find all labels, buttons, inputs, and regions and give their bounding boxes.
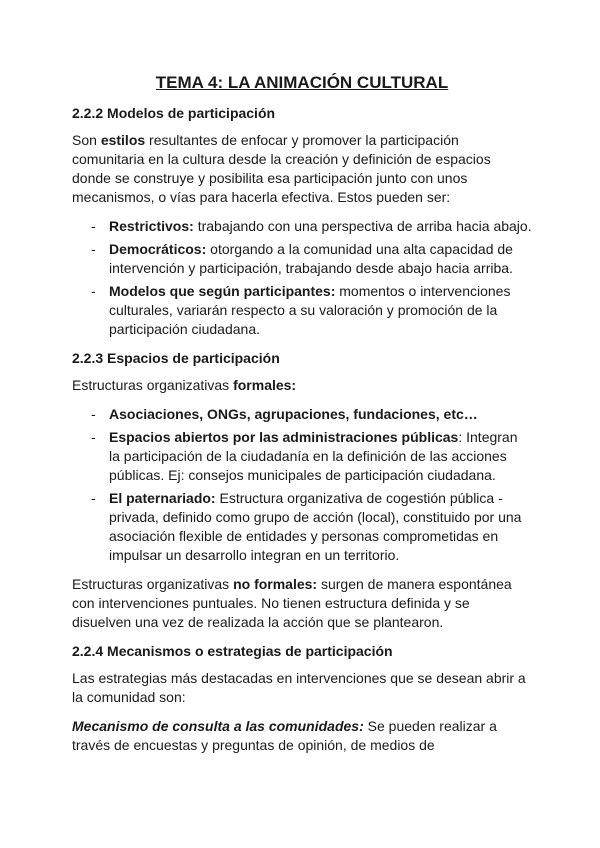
list-modelos bbox=[72, 217, 532, 339]
paragraph-formales bbox=[72, 376, 532, 395]
bullet-dash: - bbox=[91, 406, 96, 422]
bold-italic-text: Mecanismo de consulta a las comunidades: bbox=[72, 718, 364, 734]
bold-text: El paternariado: bbox=[109, 490, 216, 506]
bullet-dash: - bbox=[91, 241, 96, 257]
text-run: otorgando a la comunidad una alta capacidad de intervención y participación, trabajando desde abajo hacia arriba. bbox=[109, 241, 513, 276]
text-run: Son bbox=[72, 132, 101, 148]
text-run: resultantes de enfocar y promover la participación comunitaria en la cultura desde la creación y definición de espacios donde se construye y posibilita esa participación junto con unos mecanismos, o vías para hacerla efectiva. Estos pueden ser: bbox=[72, 132, 491, 205]
bullet-dash: - bbox=[91, 429, 96, 445]
list-item bbox=[72, 428, 532, 485]
bold-text: no formales: bbox=[233, 576, 318, 592]
section-heading-mecanismos: 2.2.4 Mecanismos o estrategias de participación bbox=[72, 643, 393, 659]
page-title: TEMA 4: LA ANIMACIÓN CULTURAL bbox=[155, 73, 449, 92]
text-run: Se pueden realizar a través de encuestas y preguntas de opinión, de medios de bbox=[72, 718, 497, 753]
list-item bbox=[72, 282, 532, 339]
bullet-dash: - bbox=[91, 218, 96, 234]
bold-text: Modelos que según participantes: bbox=[109, 283, 336, 299]
text-run: Estructuras organizativas bbox=[72, 576, 234, 592]
list-item bbox=[72, 489, 532, 565]
text-run: surgen de manera espontánea con intervenciones puntuales. No tienen estructura definida y se disuelven una vez de realizada la acción que se plantearon. bbox=[72, 576, 512, 630]
bold-text: Restrictivos: bbox=[109, 218, 194, 234]
section-heading-modelos: 2.2.2 Modelos de participación bbox=[72, 105, 276, 121]
bold-text: estilos bbox=[100, 132, 146, 148]
paragraph-mecanismo-consulta bbox=[72, 717, 532, 755]
list-item bbox=[72, 240, 532, 278]
bold-text: Democráticos: bbox=[109, 241, 207, 257]
text-run: Estructuras organizativas bbox=[72, 377, 234, 393]
section-heading-espacios: 2.2.3 Espacios de participación bbox=[72, 350, 280, 366]
bullet-dash: - bbox=[91, 283, 96, 299]
text-run: : Integran la participación de la ciudadanía en la definición de las acciones públicas. Ej: consejos municipales de participación ciudadana. bbox=[109, 429, 518, 483]
text-run: momentos o intervenciones culturales, variarán respecto a su valoración y promoción de la participación ciudadana. bbox=[109, 283, 511, 337]
list-item bbox=[72, 217, 532, 236]
text-run: Estructura organizativa de cogestión pública - privada, definido como grupo de acción (local), constituido por una asociación flexible de entidades y personas comprometidas en impulsar un desarrollo integran en un territorio. bbox=[109, 490, 522, 563]
paragraph-modelos-intro bbox=[72, 131, 532, 207]
bold-text: Asociaciones, ONGs, agrupaciones, fundaciones, etc… bbox=[109, 406, 478, 422]
document-page bbox=[72, 72, 532, 765]
bullet-dash: - bbox=[91, 490, 96, 506]
list-item bbox=[72, 405, 532, 424]
paragraph-no-formales bbox=[72, 575, 532, 632]
bold-text: formales: bbox=[233, 377, 297, 393]
paragraph-mecanismos-intro: Las estrategias más destacadas en intervenciones que se desean abrir a la comunidad son: bbox=[72, 670, 526, 705]
list-espacios bbox=[72, 405, 532, 565]
text-run: trabajando con una perspectiva de arriba hacia abajo. bbox=[193, 218, 532, 234]
bold-text: Espacios abiertos por las administraciones públicas bbox=[109, 429, 459, 445]
